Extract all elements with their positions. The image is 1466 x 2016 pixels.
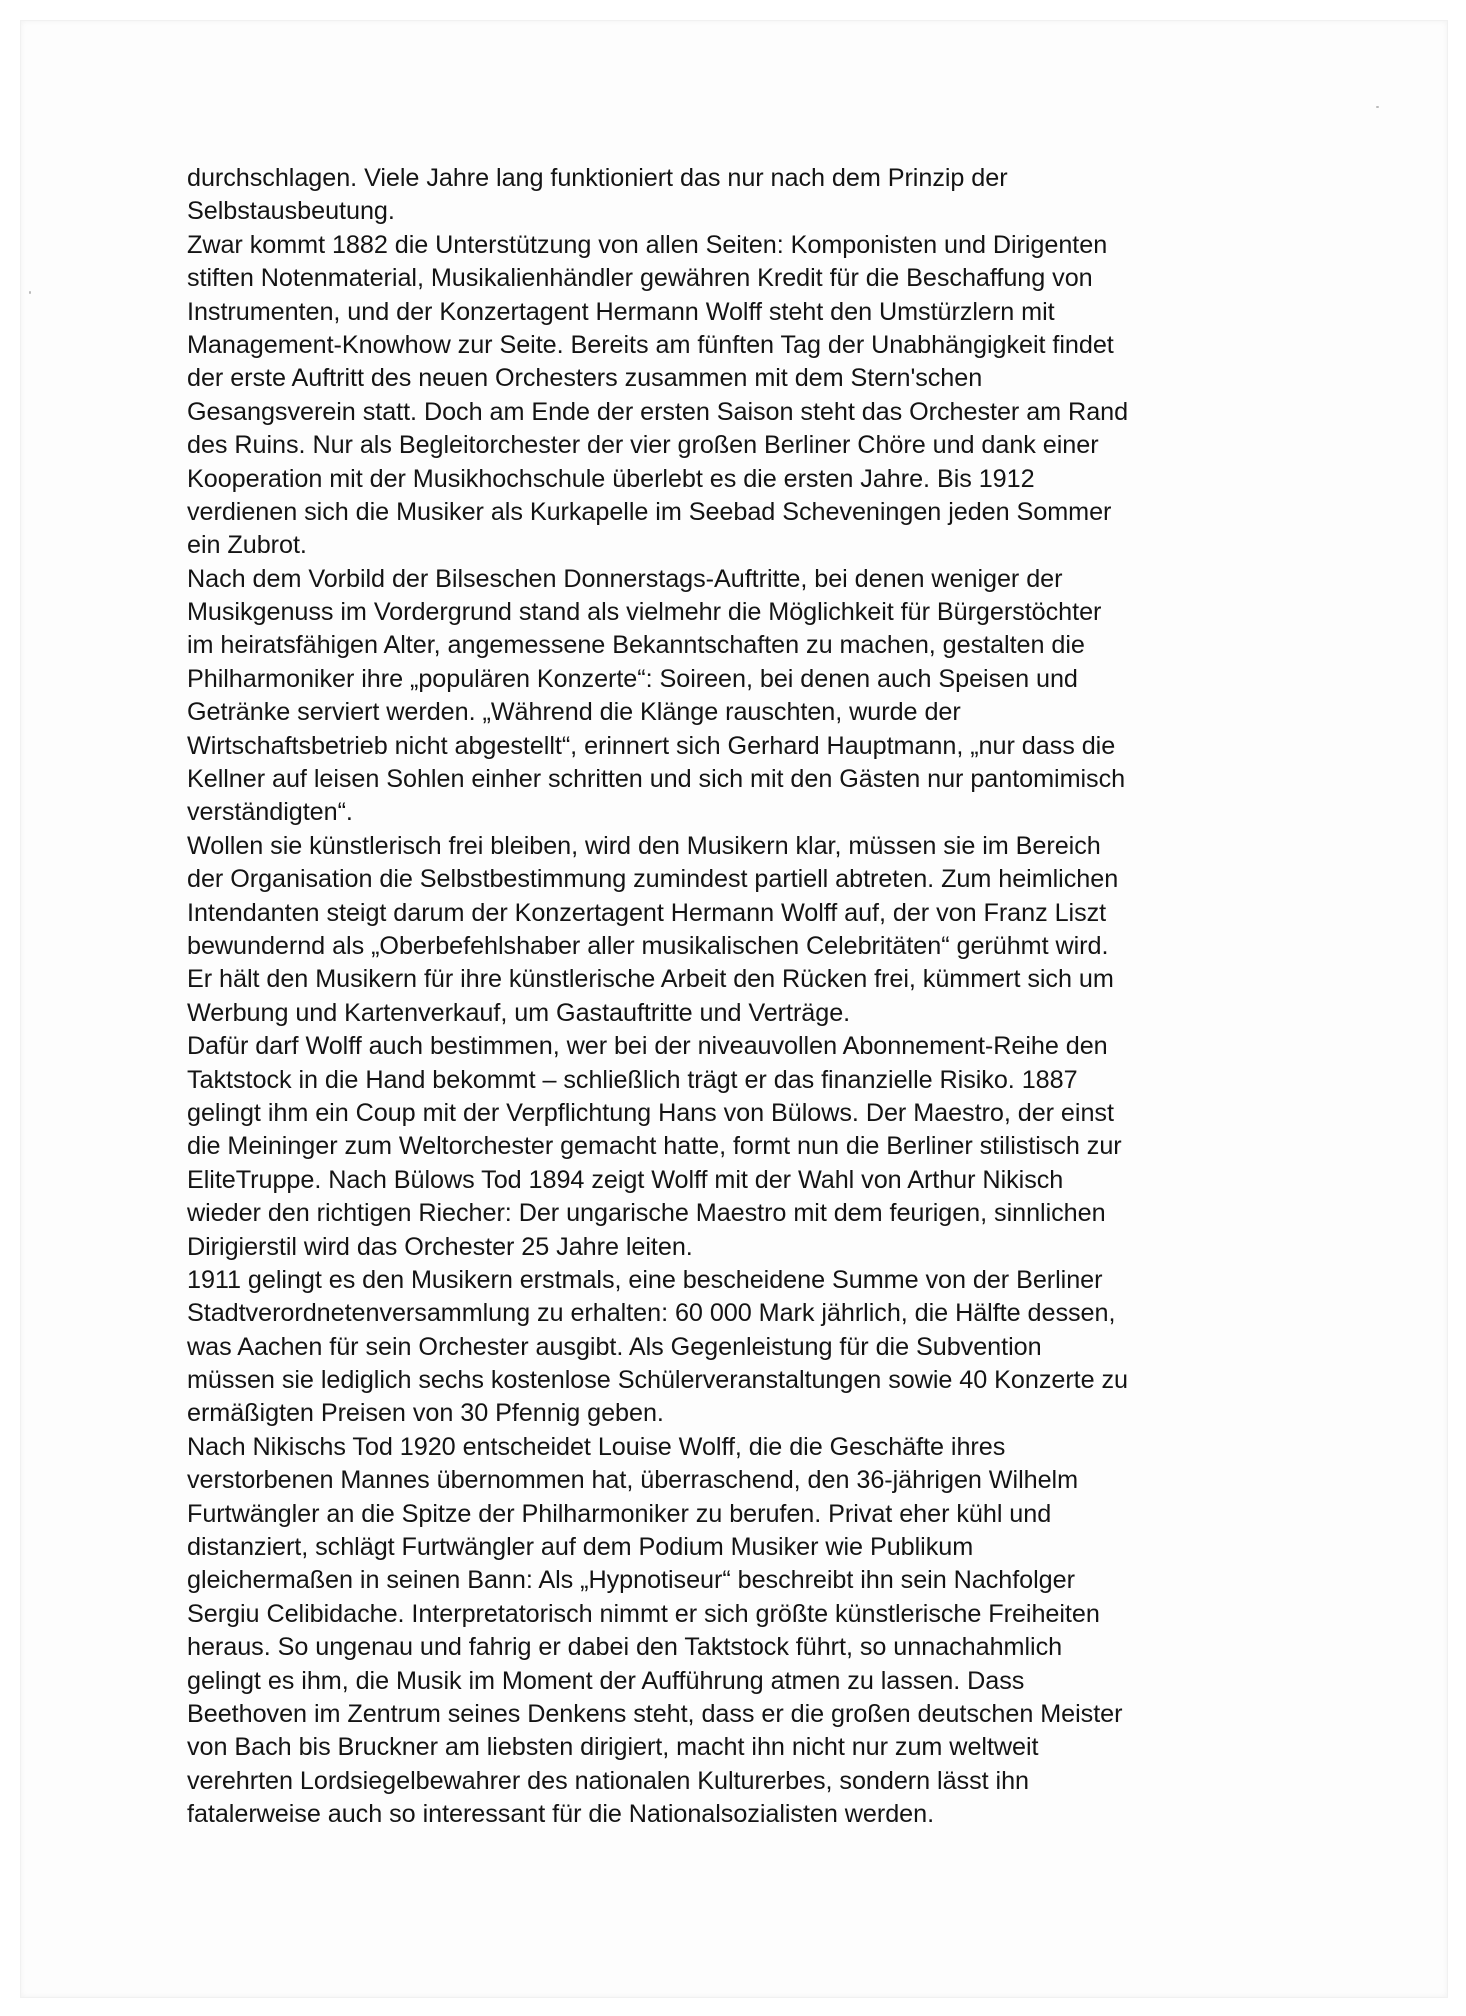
text-line: Beethoven im Zentrum seines Denkens steht, dass er die großen deutschen Meister [187, 1699, 1123, 1728]
scan-speck [29, 291, 31, 294]
text-line: wieder den richtigen Riecher: Der ungarische Maestro mit dem feurigen, sinnlichen [187, 1199, 1106, 1228]
text-line: bewundernd als „Oberbefehlshaber aller musikalischen Celebritäten“ gerühmt wird. [187, 931, 1109, 960]
text-line: gelingt ihm ein Coup mit der Verpflichtung Hans von Bülows. Der Maestro, der einst [187, 1098, 1114, 1127]
text-line: Er hält den Musikern für ihre künstlerische Arbeit den Rücken frei, kümmert sich um [187, 965, 1114, 994]
text-line: von Bach bis Bruckner am liebsten dirigiert, macht ihn nicht nur zum weltweit [187, 1733, 1039, 1762]
text-line: Sergiu Celibidache. Interpretatorisch nimmt er sich größte künstlerische Freiheiten [187, 1599, 1100, 1628]
text-line: müssen sie lediglich sechs kostenlose Schülerveranstaltungen sowie 40 Konzerte zu [187, 1366, 1129, 1395]
text-line: Kellner auf leisen Sohlen einher schritten und sich mit den Gästen nur pantomimisch [187, 765, 1126, 794]
text-line: Wirtschaftsbetrieb nicht abgestellt“, erinnert sich Gerhard Hauptmann, „nur dass die [187, 731, 1116, 760]
text-line: verständigten“. [187, 798, 353, 827]
text-line: Kooperation mit der Musikhochschule überlebt es die ersten Jahre. Bis 1912 [187, 464, 1035, 493]
text-line: Intendanten steigt darum der Konzertagent Hermann Wolff auf, der von Franz Liszt [187, 898, 1107, 927]
text-line: im heiratsfähigen Alter, angemessene Bekanntschaften zu machen, gestalten die [187, 631, 1085, 660]
text-line: was Aachen für sein Orchester ausgibt. Als Gegenleistung für die Subvention [187, 1332, 1042, 1361]
text-line: Nach dem Vorbild der Bilseschen Donnerstags-Auftritte, bei denen weniger der [187, 564, 1063, 593]
text-line: Taktstock in die Hand bekommt – schließlich trägt er das finanzielle Risiko. 1887 [187, 1065, 1078, 1094]
text-line: Zwar kommt 1882 die Unterstützung von allen Seiten: Komponisten und Dirigenten [187, 230, 1108, 259]
text-line: des Ruins. Nur als Begleitorchester der vier großen Berliner Chöre und dank einer [187, 431, 1099, 460]
text-line: Musikgenuss im Vordergrund stand als vielmehr die Möglichkeit für Bürgerstöchter [187, 598, 1102, 627]
text-line: durchschlagen. Viele Jahre lang funktioniert das nur nach dem Prinzip der [187, 164, 1008, 192]
text-line: die Meininger zum Weltorchester gemacht hatte, formt nun die Berliner stilistisch zur [187, 1132, 1122, 1161]
text-line: Gesangsverein statt. Doch am Ende der ersten Saison steht das Orchester am Rand [187, 397, 1129, 426]
scan-speck [1376, 106, 1379, 108]
text-line: der erste Auftritt des neuen Orchesters zusammen mit dem Stern'schen [187, 364, 983, 393]
text-line: stiften Notenmaterial, Musikalienhändler gewähren Kredit für die Beschaffung von [187, 264, 1093, 293]
text-line: verehrten Lordsiegelbewahrer des nationalen Kulturerbes, sondern lässt ihn [187, 1766, 1030, 1795]
text-line: distanziert, schlägt Furtwängler auf dem Podium Musiker wie Publikum [187, 1533, 974, 1562]
text-line: Stadtverordnetenversammlung zu erhalten: 60 000 Mark jährlich, die Hälfte dessen, [187, 1299, 1116, 1328]
text-line: Management-Knowhow zur Seite. Bereits am fünften Tag der Unabhängigkeit findet [187, 330, 1114, 359]
text-line: ein Zubrot. [187, 531, 307, 560]
text-line: gleichermaßen in seinen Bann: Als „Hypnotiseur“ beschreibt ihn sein Nachfolger [187, 1566, 1075, 1595]
text-line: der Organisation die Selbstbestimmung zumindest partiell abtreten. Zum heimlichen [187, 865, 1119, 894]
text-line: Furtwängler an die Spitze der Philharmoniker zu berufen. Privat eher kühl und [187, 1499, 1052, 1528]
text-line: verstorbenen Mannes übernommen hat, überraschend, den 36-jährigen Wilhelm [187, 1466, 1079, 1495]
text-line: verdienen sich die Musiker als Kurkapelle im Seebad Scheveningen jeden Sommer [187, 497, 1112, 526]
text-line: fatalerweise auch so interessant für die Nationalsozialisten werden. [187, 1800, 935, 1829]
text-line: heraus. So ungenau und fahrig er dabei den Taktstock führt, so unnachahmlich [187, 1633, 1063, 1662]
text-line: Wollen sie künstlerisch frei bleiben, wird den Musikern klar, müssen sie im Bereich [187, 831, 1101, 860]
text-line: Getränke serviert werden. „Während die Klänge rauschten, wurde der [187, 698, 961, 727]
document-text [187, 162, 1307, 1832]
text-line: Dafür darf Wolff auch bestimmen, wer bei der niveauvollen Abonnement-Reihe den [187, 1032, 1108, 1061]
text-line: EliteTruppe. Nach Bülows Tod 1894 zeigt Wolff mit der Wahl von Arthur Nikisch [187, 1165, 1064, 1194]
text-line: gelingt es ihm, die Musik im Moment der Aufführung atmen zu lassen. Dass [187, 1666, 1025, 1695]
text-line: 1911 gelingt es den Musikern erstmals, eine bescheidene Summe von der Berliner [187, 1265, 1103, 1294]
text-line: Nach Nikischs Tod 1920 entscheidet Louise Wolff, die die Geschäfte ihres [187, 1432, 1006, 1461]
text-line: Philharmoniker ihre „populären Konzerte“: Soireen, bei denen auch Speisen und [187, 664, 1078, 693]
text-line: Instrumenten, und der Konzertagent Hermann Wolff steht den Umstürzlern mit [187, 297, 1055, 326]
text-line: ermäßigten Preisen von 30 Pfennig geben. [187, 1399, 664, 1428]
text-line: Dirigierstil wird das Orchester 25 Jahre leiten. [187, 1232, 693, 1261]
text-line: Werbung und Kartenverkauf, um Gastauftritte und Verträge. [187, 998, 851, 1027]
text-line: Selbstausbeutung. [187, 197, 395, 226]
